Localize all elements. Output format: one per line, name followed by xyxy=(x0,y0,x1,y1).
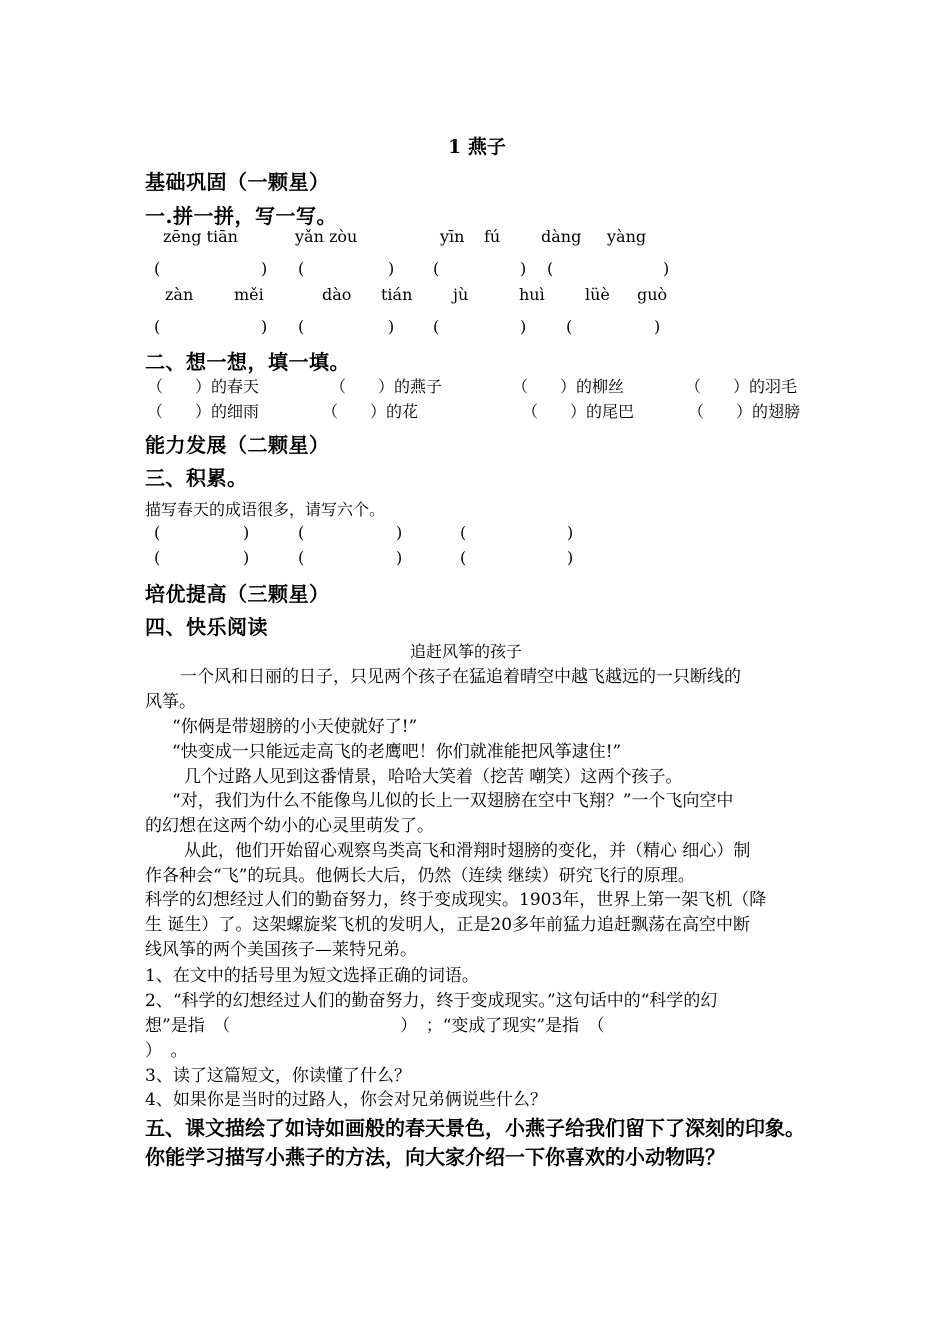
fill-blank-item: （ ）的春天 xyxy=(147,377,260,396)
section1-heading: 一.拼一拼，写一写。 xyxy=(145,204,337,228)
passage-line: 的幻想在这两个幼小的心灵里萌发了。 xyxy=(145,816,434,836)
answer-bracket: ) xyxy=(654,317,661,336)
question-line: 2、“科学的幻想经过人们的勤奋努力，终于变成现实。”这句话中的“科学的幻 xyxy=(145,991,718,1011)
passage-line: “对，我们为什么不能像鸟儿似的长上一双翅膀在空中飞翔？”一个飞向空中 xyxy=(172,791,734,811)
section2-heading: 二、想一想，填一填。 xyxy=(145,350,350,374)
answer-bracket: ) xyxy=(520,259,527,278)
fill-blank-item: （ ）的燕子 xyxy=(330,377,443,396)
passage-line: 生 诞生）了。这架螺旋桨飞机的发明人，正是20多年前猛力追赶飘荡在高空中断 xyxy=(145,915,751,935)
answer-bracket: ) xyxy=(567,523,574,542)
answer-bracket: ( xyxy=(154,259,161,278)
answer-bracket: ) xyxy=(396,523,403,542)
pinyin-item: fú xyxy=(484,227,501,246)
question-line: 4、如果你是当时的过路人，你会对兄弟俩说些什么？ xyxy=(145,1090,547,1110)
question-line: 3、读了这篇短文，你读懂了什么？ xyxy=(145,1066,411,1086)
passage-line: 风筝。 xyxy=(145,692,196,712)
answer-bracket: ( xyxy=(547,259,554,278)
pinyin-item: měi xyxy=(234,285,264,304)
passage-line: 从此，他们开始留心观察鸟类高飞和滑翔时翅膀的变化，并（精心 细心）制 xyxy=(184,841,751,861)
passage-line: “你俩是带翅膀的小天使就好了!” xyxy=(172,717,418,737)
pinyin-item: tián xyxy=(381,285,413,304)
section4-heading: 四、快乐阅读 xyxy=(145,615,268,639)
level-heading-3: 培优提高（三颗星） xyxy=(145,582,330,606)
question-line: 想”是指 （ ） ；“变成了现实”是指 （ xyxy=(145,1016,605,1036)
fill-blank-item: （ ）的细雨 xyxy=(147,402,260,421)
fill-blank-item: （ ）的柳丝 xyxy=(512,377,625,396)
pinyin-item: yīn xyxy=(440,227,465,246)
answer-bracket: ) xyxy=(243,548,250,567)
passage-line: 科学的幻想经过人们的勤奋努力，终于变成现实。1903年，世界上第一架飞机（降 xyxy=(145,890,767,910)
answer-bracket: ( xyxy=(154,548,161,567)
fill-blank-item: （ ）的翅膀 xyxy=(688,402,801,421)
section3-prompt: 描写春天的成语很多，请写六个。 xyxy=(145,500,386,519)
pinyin-item: yàng xyxy=(607,227,647,246)
fill-blank-item: （ ）的羽毛 xyxy=(685,377,798,396)
pinyin-item: jù xyxy=(453,285,469,304)
passage-line: 几个过路人见到这番情景，哈哈大笑着（挖苦 嘲笑）这两个孩子。 xyxy=(184,767,683,787)
pinyin-item: zēng tiān xyxy=(163,227,238,246)
passage-line: “快变成一只能远走高飞的老鹰吧！你们就准能把风筝逮住!” xyxy=(172,742,622,762)
answer-bracket: ( xyxy=(460,548,467,567)
answer-bracket: ) xyxy=(388,317,395,336)
pinyin-item: zàn xyxy=(165,285,194,304)
answer-bracket: ) xyxy=(388,259,395,278)
level-heading-2: 能力发展（二颗星） xyxy=(145,433,330,457)
pinyin-item: dàng xyxy=(541,227,582,246)
answer-bracket: ( xyxy=(154,523,161,542)
section5-question: 五、课文描绘了如诗如画般的春天景色，小燕子给我们留下了深刻的印象。你能学习描写小燕子的方法，向大家介绍一下你喜欢的小动物吗？ xyxy=(145,1116,805,1169)
pinyin-item: dào xyxy=(322,285,352,304)
passage-line: 线风筝的两个美国孩子—莱特兄弟。 xyxy=(145,940,417,960)
answer-bracket: ) xyxy=(396,548,403,567)
answer-bracket: ) xyxy=(243,523,250,542)
answer-bracket: ) xyxy=(520,317,527,336)
question-line: 1、在文中的括号里为短文选择正确的词语。 xyxy=(145,966,479,986)
answer-bracket: ( xyxy=(298,259,305,278)
pinyin-item: guò xyxy=(637,285,668,304)
passage-title: 追赶风筝的孩子 xyxy=(410,642,523,661)
question-line: ） 。 xyxy=(145,1041,188,1061)
answer-bracket: ( xyxy=(298,317,305,336)
answer-bracket: ( xyxy=(460,523,467,542)
answer-bracket: ) xyxy=(261,259,268,278)
answer-bracket: ( xyxy=(154,317,161,336)
page-title: 1 燕子 xyxy=(448,136,506,158)
answer-bracket: ) xyxy=(261,317,268,336)
answer-bracket: ) xyxy=(663,259,670,278)
pinyin-item: huì xyxy=(519,285,545,304)
fill-blank-item: （ ）的尾巴 xyxy=(522,402,635,421)
level-heading-1: 基础巩固（一颗星） xyxy=(145,170,330,194)
pinyin-item: lüè xyxy=(585,285,610,304)
answer-bracket: ( xyxy=(298,523,305,542)
passage-line: 一个风和日丽的日子，只见两个孩子在猛追着晴空中越飞越远的一只断线的 xyxy=(180,667,741,687)
answer-bracket: ( xyxy=(433,317,440,336)
answer-bracket: ( xyxy=(566,317,573,336)
answer-bracket: ) xyxy=(567,548,574,567)
answer-bracket: ( xyxy=(433,259,440,278)
fill-blank-item: （ ）的花 xyxy=(322,402,419,421)
passage-line: 作各种会“飞”的玩具。他俩长大后，仍然（连续 继续）研究飞行的原理。 xyxy=(145,866,695,886)
section3-heading: 三、积累。 xyxy=(145,466,248,490)
answer-bracket: ( xyxy=(298,548,305,567)
pinyin-item: yǎn zòu xyxy=(295,227,358,246)
